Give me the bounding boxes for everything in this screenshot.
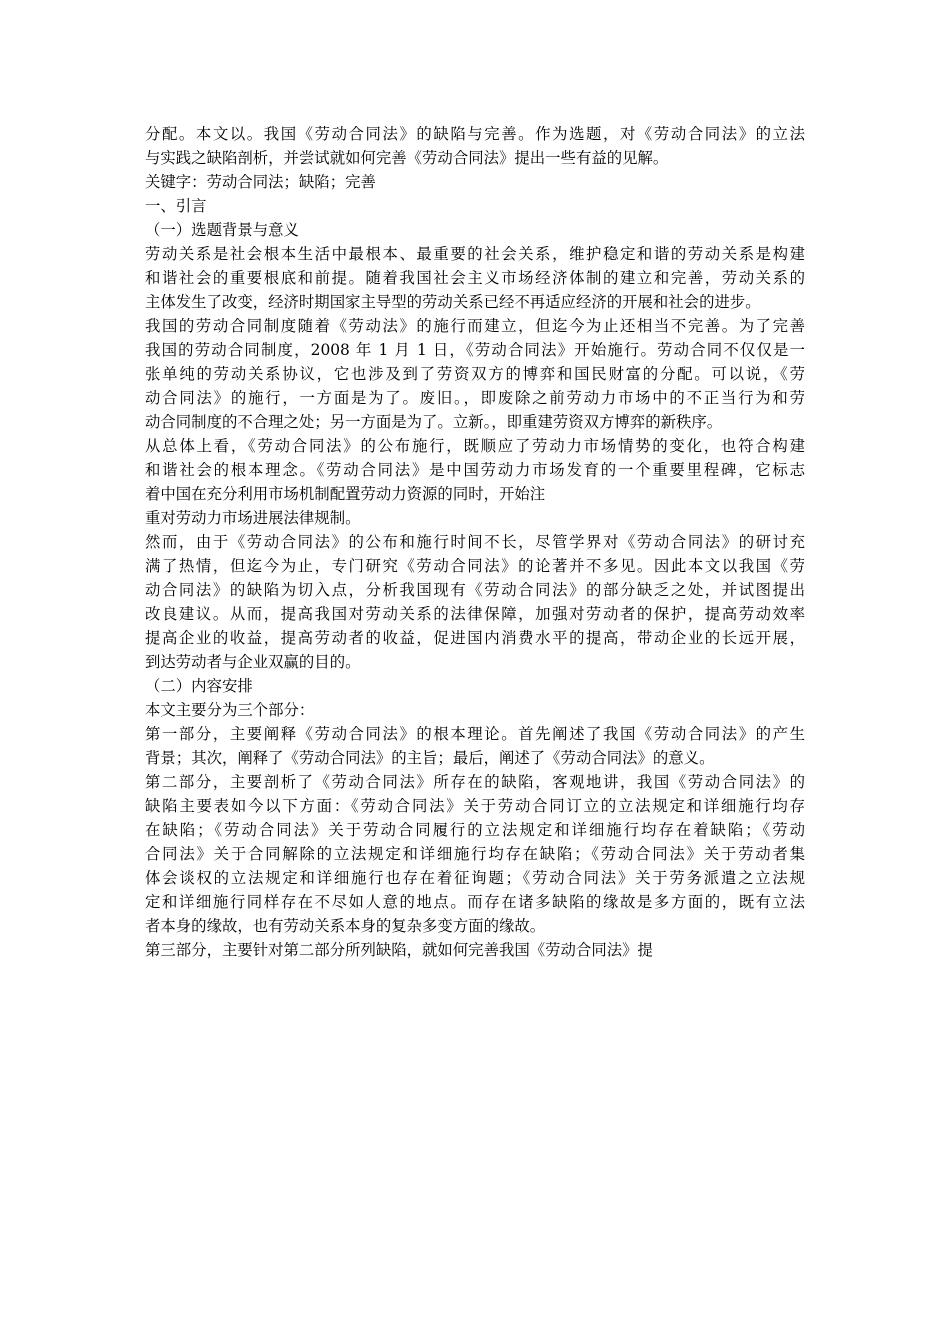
text-line: 动合同法》的施行，一方面是为了。废旧。，即废除之前劳动力市场中的不正当行为和劳	[145, 389, 805, 407]
text-line: 在缺陷；《劳动合同法》关于劳动合同履行的立法规定和详细施行均存在着缺陷；《劳动	[145, 821, 805, 839]
text-line: 张单纯的劳动关系协议，它也涉及到了劳资双方的博弈和国民财富的分配。可以说，《劳	[145, 365, 805, 383]
text-line: （一）选题背景与意义	[145, 221, 299, 239]
text-line: 一、引言	[145, 197, 207, 215]
text-line: 主体发生了改变，经济时期国家主导型的劳动关系已经不再适应经济的开展和社会的进步。	[145, 293, 761, 311]
text-line: 定和详细施行同样存在不尽如人意的地点。而存在诸多缺陷的缘故是多方面的，既有立法	[145, 893, 805, 911]
text-line: 体会谈权的立法规定和详细施行也存在着征询题；《劳动合同法》关于劳务派遣之立法规	[145, 869, 805, 887]
text-line: 本文主要分为三个部分：	[145, 701, 315, 719]
text-line: 第三部分，主要针对第二部分所列缺陷，就如何完善我国《劳动合同法》提	[145, 941, 653, 959]
text-line: 劳动关系是社会根本生活中最根本、最重要的社会关系，维护稳定和谐的劳动关系是构建	[145, 245, 805, 263]
text-line: 缺陷主要表如今以下方面：《劳动合同法》关于劳动合同订立的立法规定和详细施行均存	[145, 797, 805, 815]
text-line: 动合同法》的缺陷为切入点，分析我国现有《劳动合同法》的部分缺乏之处，并试图提出	[145, 581, 805, 599]
text-line: 然而，由于《劳动合同法》的公布和施行时间不长，尽管学界对《劳动合同法》的研讨充	[145, 533, 805, 551]
text-line: 从总体上看，《劳动合同法》的公布施行，既顺应了劳动力市场情势的变化，也符合构建	[145, 437, 805, 455]
text-line: 关键字：劳动合同法；缺陷；完善	[145, 173, 376, 191]
text-line: （二）内容安排	[145, 677, 253, 695]
text-line: 合同法》关于合同解除的立法规定和详细施行均存在缺陷；《劳动合同法》关于劳动者集	[145, 845, 805, 863]
text-line: 和谐社会的根本理念。《劳动合同法》是中国劳动力市场发育的一个重要里程碑，它标志	[145, 461, 805, 479]
text-line: 背景；其次，阐释了《劳动合同法》的主旨；最后，阐述了《劳动合同法》的意义。	[145, 749, 715, 767]
text-line: 改良建议。从而，提高我国对劳动关系的法律保障，加强对劳动者的保护，提高劳动效率	[145, 605, 805, 623]
text-line: 和谐社会的重要根底和前提。随着我国社会主义市场经济体制的建立和完善，劳动关系的	[145, 269, 805, 287]
text-line: 满了热情，但迄今为止，专门研究《劳动合同法》的论著并不多见。因此本文以我国《劳	[145, 557, 805, 575]
text-line: 到达劳动者与企业双赢的目的。	[145, 653, 361, 671]
text-line: 者本身的缘故，也有劳动关系本身的复杂多变方面的缘故。	[145, 917, 546, 935]
text-line: 我国的劳动合同制度，2008 年 1 月 1 日，《劳动合同法》开始施行。劳动合同不仅仅是一	[145, 341, 805, 359]
document-body	[145, 122, 805, 962]
text-line: 分配。本文以。我国《劳动合同法》的缺陷与完善。作为选题，对《劳动合同法》的立法	[145, 125, 805, 143]
text-line: 与实践之缺陷剖析，并尝试就如何完善《劳动合同法》提出一些有益的见解。	[145, 149, 669, 167]
text-line: 着中国在充分利用市场机制配置劳动力资源的同时，开始注	[145, 485, 546, 503]
text-line: 第一部分，主要阐释《劳动合同法》的根本理论。首先阐述了我国《劳动合同法》的产生	[145, 725, 805, 743]
text-line: 提高企业的收益，提高劳动者的收益，促进国内消费水平的提高，带动企业的长远开展，	[145, 629, 805, 647]
text-line: 动合同制度的不合理之处；另一方面是为了。立新。，即重建劳资双方博弈的新秩序。	[145, 413, 723, 431]
text-line: 第二部分，主要剖析了《劳动合同法》所存在的缺陷，客观地讲，我国《劳动合同法》的	[145, 773, 805, 791]
text-line: 我国的劳动合同制度随着《劳动法》的施行而建立，但迄今为止还相当不完善。为了完善	[145, 317, 805, 335]
text-line: 重对劳动力市场进展法律规制。	[145, 509, 361, 527]
